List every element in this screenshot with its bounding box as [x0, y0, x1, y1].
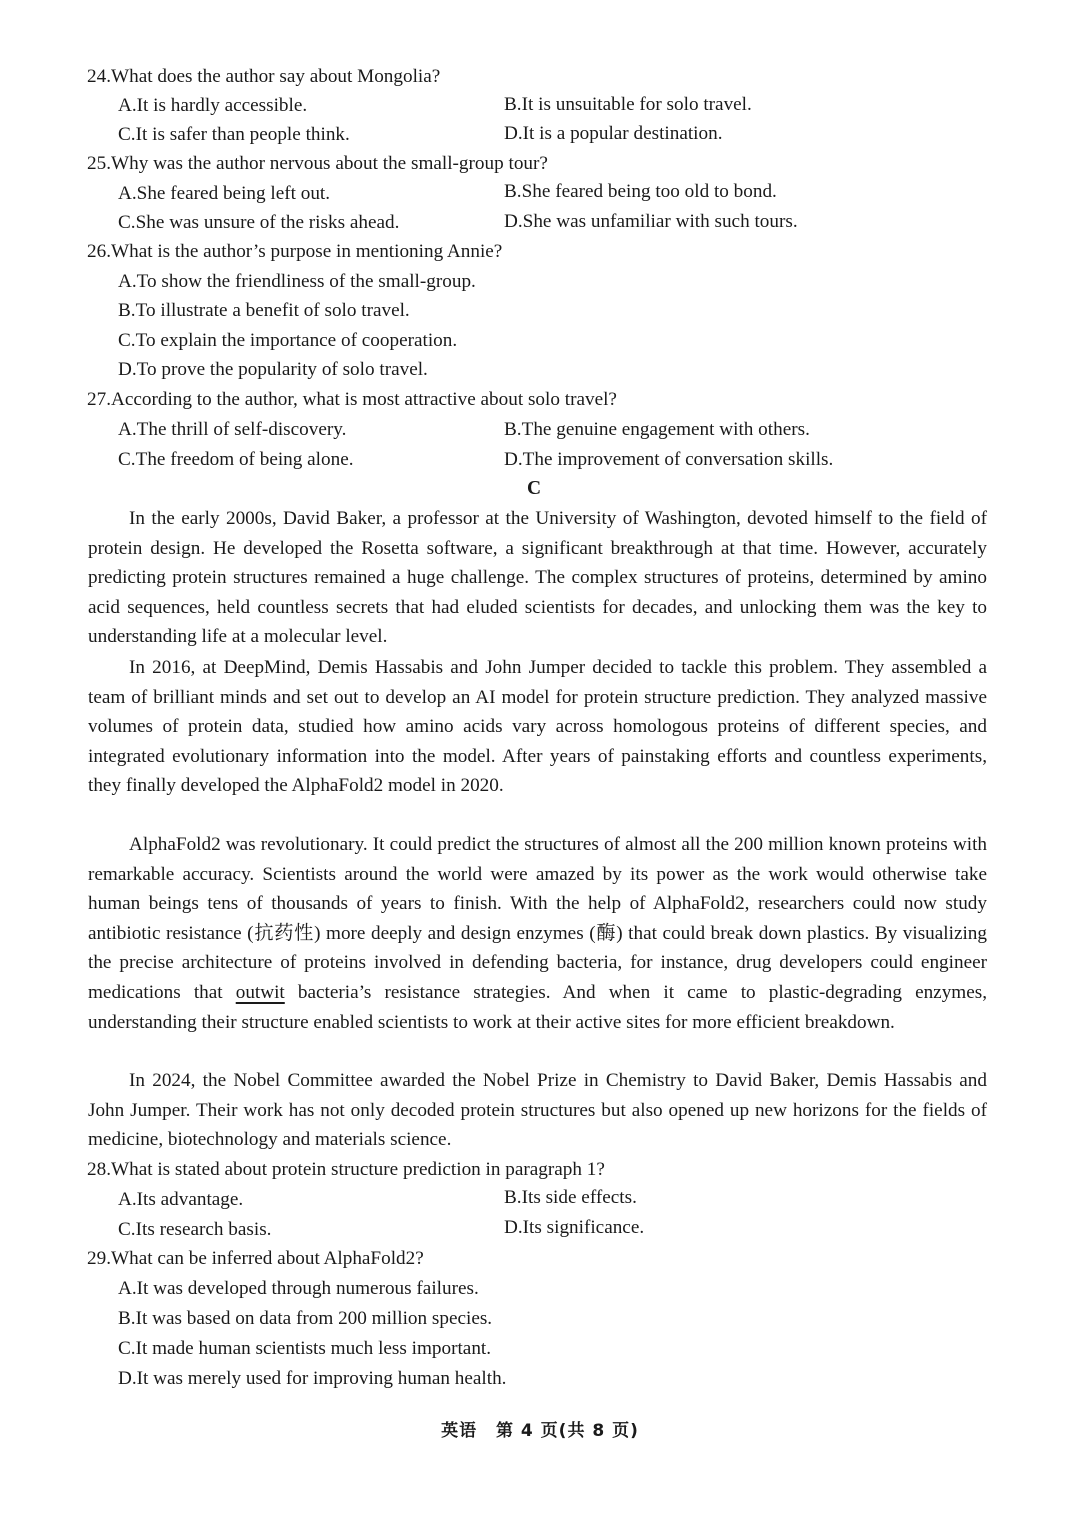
footer-subject: 英语: [441, 1421, 478, 1441]
option-29d: D.It was merely used for improving human health.: [118, 1368, 507, 1389]
passage-paragraph-4: In 2024, the Nobel Committee awarded the Nobel Prize in Chemistry to David Baker, Demis Hassabis and John Jumper. Their work has not only decoded protein structures but also opened up new horizons for the fields of medicine, biotechnology and materials science.: [88, 1070, 987, 1151]
option-28c: C.Its research basis.: [118, 1219, 272, 1240]
option-27d: D.The improvement of conversation skills.: [504, 449, 834, 470]
footer-page-number: 第 4 页(共 8 页): [496, 1421, 639, 1441]
passage-paragraph-1: In the early 2000s, David Baker, a professor at the University of Washington, devoted himself to the field of protein design. He developed the Rosetta software, a significant breakthrough at that time. However, accurately predicting protein structures remained a huge challenge. The complex structures of proteins, determined by amino acid sequences, held countless secrets that had eluded scientists for decades, and unlocking them was the key to understanding life at a molecular level.: [88, 508, 987, 648]
question-25: 25.Why was the author nervous about the small-group tour?: [87, 153, 548, 174]
question-24: 24.What does the author say about Mongolia?: [87, 66, 441, 87]
option-28b: B.Its side effects.: [504, 1187, 637, 1208]
passage-paragraph-3: AlphaFold2 was revolutionary. It could predict the structures of almost all the 200 million known proteins with remarkable accuracy. Scientists around the world were amazed by its power as the work would otherwise take human beings tens of thousands of years to finish. With the help of AlphaFold2, researchers could now study antibiotic resistance (抗药性) more deeply and design enzymes (酶) that could break down plastics. By visualizing the precise architecture of proteins involved in defending bacteria, for instance, drug developers could engineer medications that outwit bacteria’s resistance strategies. And when it came to plastic-degrading enzymes, understanding their structure enabled scientists to work at their active sites for more efficient breakdown.: [88, 834, 987, 1033]
question-26: 26.What is the author’s purpose in mentioning Annie?: [87, 241, 503, 262]
option-27c: C.The freedom of being alone.: [118, 449, 354, 470]
option-28d: D.Its significance.: [504, 1217, 645, 1238]
option-24c: C.It is safer than people think.: [118, 124, 350, 145]
option-29c: C.It made human scientists much less important.: [118, 1338, 492, 1359]
option-25d: D.She was unfamiliar with such tours.: [504, 211, 798, 232]
option-28a: A.Its advantage.: [118, 1189, 244, 1210]
option-25c: C.She was unsure of the risks ahead.: [118, 212, 400, 233]
passage-paragraph-2: In 2016, at DeepMind, Demis Hassabis and John Jumper decided to tackle this problem. They assembled a team of brilliant minds and set out to develop an AI model for protein structure prediction. They analyzed massive volumes of protein data, studied how amino acids vary across homologous proteins of different species, and integrated evolutionary information into the model. After years of painstaking efforts and countless experiments, they finally developed the AlphaFold2 model in 2020.: [88, 657, 987, 797]
option-24d: D.It is a popular destination.: [504, 123, 723, 144]
option-27b: B.The genuine engagement with others.: [504, 419, 810, 440]
option-26d: D.To prove the popularity of solo travel.: [118, 359, 428, 380]
option-29b: B.It was based on data from 200 million species.: [118, 1308, 493, 1329]
option-24b: B.It is unsuitable for solo travel.: [504, 94, 752, 115]
question-28: 28.What is stated about protein structure prediction in paragraph 1?: [87, 1159, 605, 1180]
question-29: 29.What can be inferred about AlphaFold2?: [87, 1248, 424, 1269]
option-24a: A.It is hardly accessible.: [118, 95, 308, 116]
option-27a: A.The thrill of self-discovery.: [118, 419, 347, 440]
question-27: 27.According to the author, what is most attractive about solo travel?: [87, 389, 617, 410]
option-29a: A.It was developed through numerous failures.: [118, 1278, 479, 1299]
option-25a: A.She feared being left out.: [118, 183, 331, 204]
option-26a: A.To show the friendliness of the small-group.: [118, 271, 476, 292]
option-26b: B.To illustrate a benefit of solo travel.: [118, 300, 410, 321]
option-26c: C.To explain the importance of cooperation.: [118, 330, 458, 351]
page-footer: [0, 1416, 1080, 1441]
section-heading-c: C: [527, 478, 542, 499]
option-25b: B.She feared being too old to bond.: [504, 181, 777, 202]
underlined-word-outwit: outwit: [235, 981, 285, 1003]
